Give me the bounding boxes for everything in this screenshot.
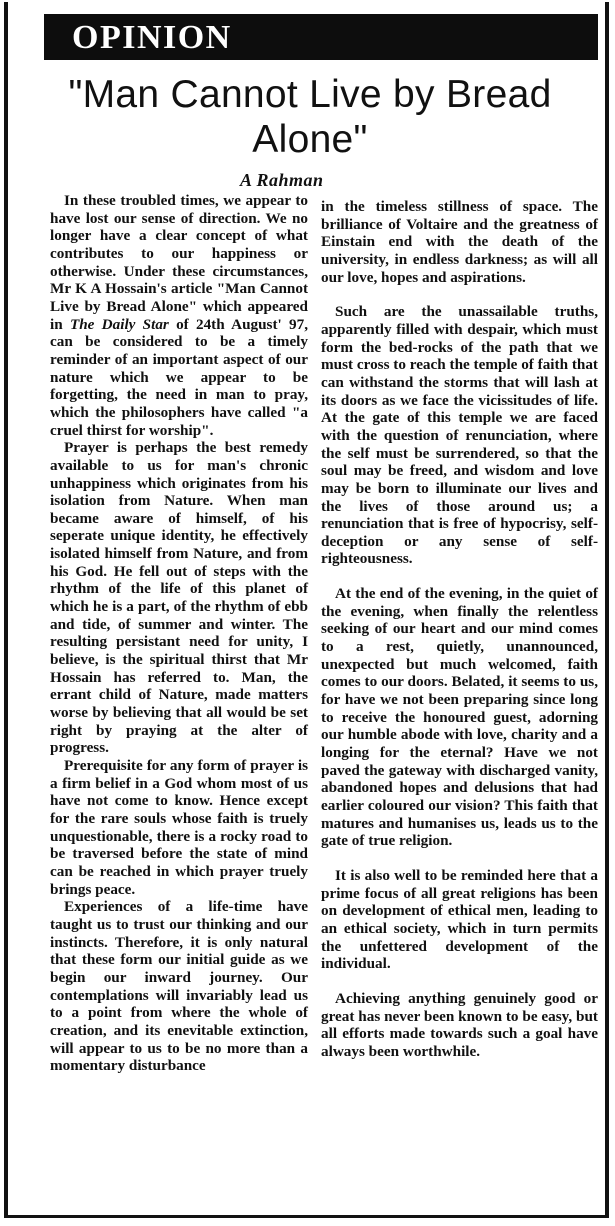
paragraph: Such are the unassailable truths, apparently filled with despair, which must form the bed-rocks of the path that we must cross to reach the temple of faith that can withstand the storms that will lash at its doors as we face the vicissitudes of life. At the gate of this temple we are faced with the question of renunciation, where the self must be surrendered, so that the soul may be freed, and wisdom and love may be born to illuminate our lives and the lives of those around us; a renunciation that is free of hypocrisy, self-deception or any sense of self-righteousness. <box>321 303 598 568</box>
article-column-left <box>50 192 308 1075</box>
article-headline: "Man Cannot Live by Bread Alone" <box>68 73 552 161</box>
article-column-right <box>321 198 598 1061</box>
paragraph-text: In these troubled times, we appear to have lost our sense of direction. We no longer have a clear concept of what contributes to our happiness or otherwise. Under these circumstances, Mr K A Hossain's article "Man Cannot Live by Bread Alone" which appeared in <box>50 192 308 333</box>
section-banner <box>44 14 598 60</box>
paragraph: At the end of the evening, in the quiet of the evening, when finally the relentless seeking of our heart and our mind comes to a rest, quietly, unannounced, unexpected but much welcomed, faith comes to our doors. Belated, it seems to us, for have we not been preparing since long to receive the honoured guest, adorning our humble abode with love, charity and a longing for the eternal? Have we not paved the gateway with discharged vanity, abandoned hopes and delusions that had earlier coloured our vision? This faith that matures and humanises us, leads us to the gate of true religion. <box>321 585 598 850</box>
publication-name: The Daily Star <box>69 315 169 333</box>
paragraph-text: of 24th August' 97, can be considered to be a timely reminder of an important aspect of our nature which we appear to be forgetting, the need in man to pray, which the philosophers have called "a cruel thirst for worship". <box>50 315 308 439</box>
paragraph: Experiences of a life-time have taught us to trust our thinking and our instincts. Therefore, it is only natural that these form our initial guide as we begin our inward journey. Our contemplations will invariably lead us to a point from where the whole of creation, and its enevitable extinction, will appear to us to be no more than a momentary disturbance <box>50 898 308 1075</box>
paragraph: It is also well to be reminded here that a prime focus of all great religions has been on development of ethical men, leading to an ethical society, which in turn permits the unfettered development of the individual. <box>321 866 598 973</box>
paragraph <box>50 192 308 439</box>
section-label: OPINION <box>72 19 232 56</box>
paragraph: in the timeless stillness of space. The brilliance of Voltaire and the greatness of Einstain end with the death of the university, in endless darkness; as will all our love, hopes and aspirations. <box>321 198 598 286</box>
paragraph: Achieving anything genuinely good or great has never been known to be easy, but all efforts made towards such a goal have always been worthwhile. <box>321 989 598 1060</box>
paragraph: Prerequisite for any form of prayer is a firm belief in a God whom most of us have not come to know. Hence except for the rare souls whose faith is truely unquestionable, there is a rocky road to be traversed before the state of mind can be reached in which prayer truely brings peace. <box>50 757 308 898</box>
paragraph: Prayer is perhaps the best remedy available to us for man's chronic unhappiness which originates from his isolation from Nature. When man became aware of himself, of his seperate unique identity, he effectively isolated himself from Nature, and from his God. He fell out of steps with the rhythm of the life of this planet of which he is a part, of the rhythm of ebb and tide, of summer and winter. The resulting persistant need for unity, I believe, is the spiritual thirst that Mr Hossain has referred to. Man, the errant child of Nature, made matters worse by believing that all would be set right by praying at the alter of progress. <box>50 439 308 757</box>
article-byline: A Rahman <box>240 170 324 190</box>
